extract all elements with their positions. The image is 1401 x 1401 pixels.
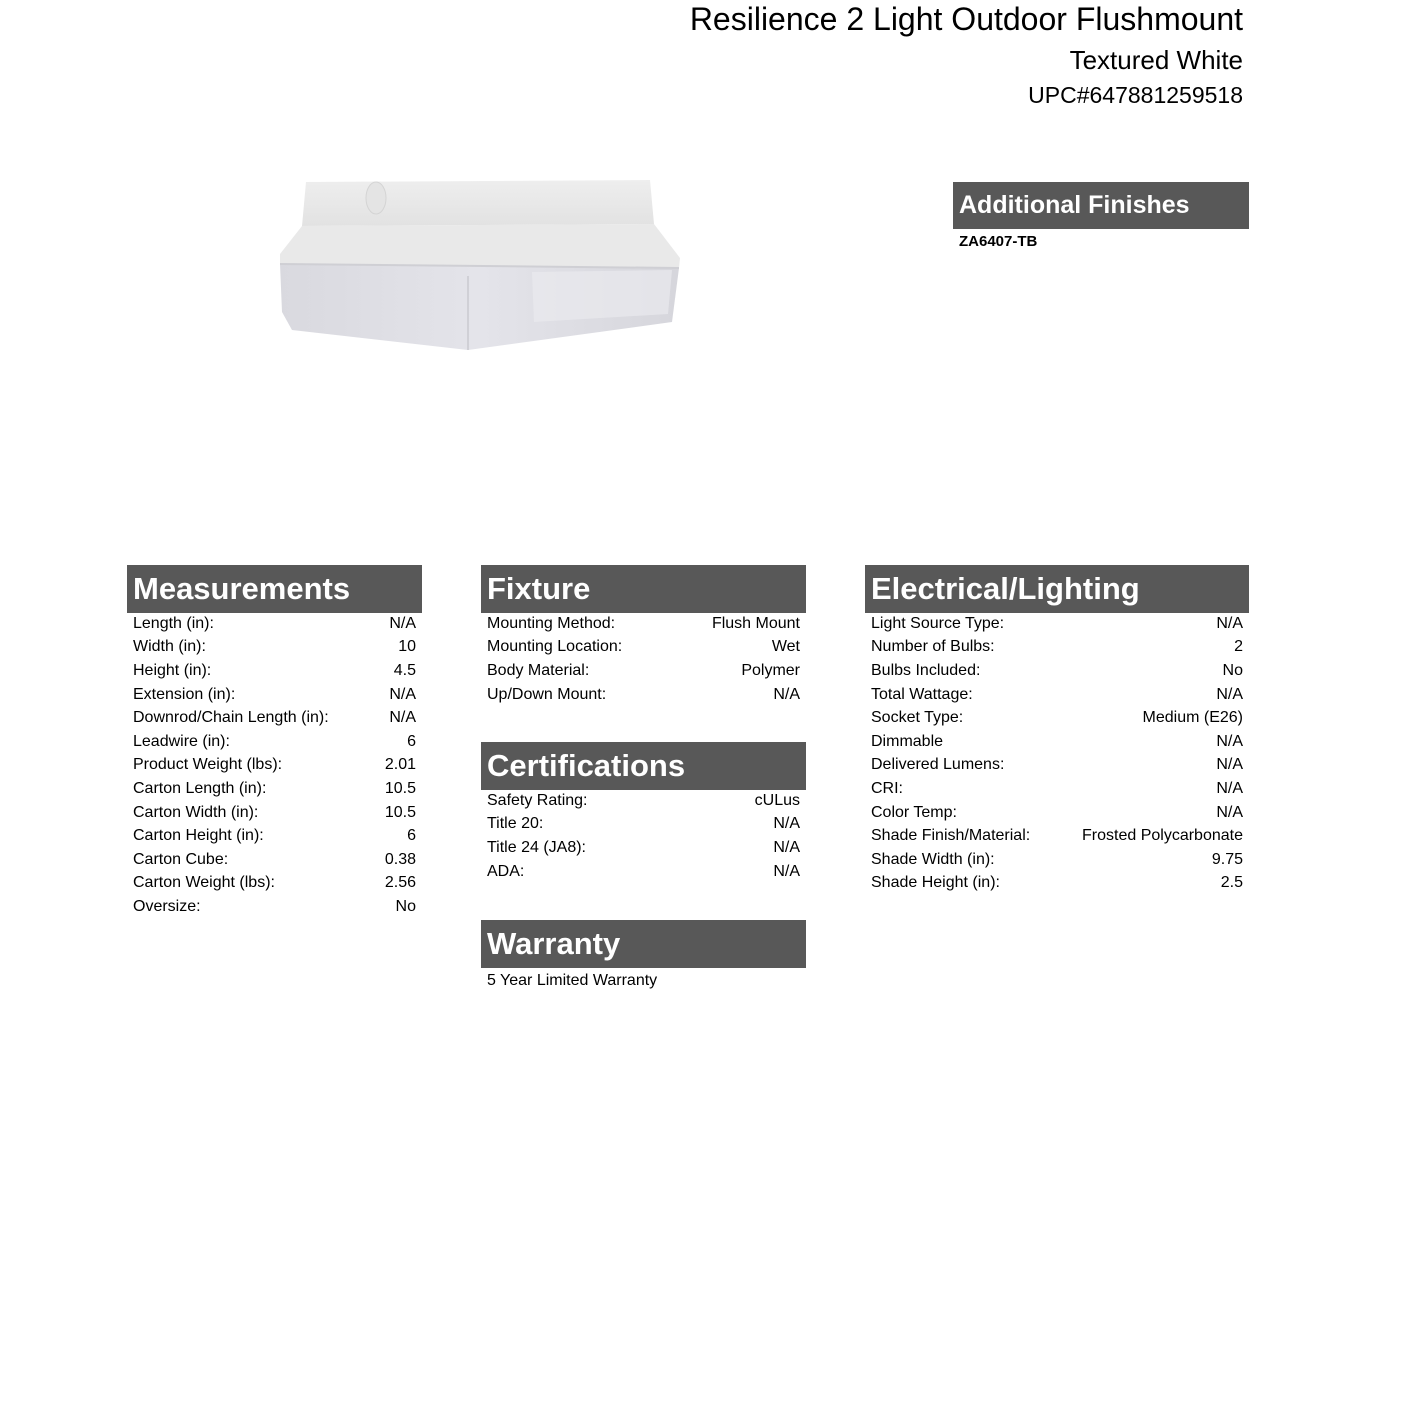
spec-row	[481, 813, 806, 837]
spec-row	[865, 801, 1249, 825]
spec-value: 2.5	[1220, 874, 1243, 892]
spec-label: Shade Finish/Material:	[871, 827, 1031, 845]
finish-code[interactable]: ZA6407-TB	[959, 233, 1038, 250]
electrical-header: Electrical/Lighting	[865, 565, 1249, 613]
spec-label: Oversize:	[133, 897, 201, 915]
spec-value: N/A	[1216, 756, 1243, 774]
spec-label: Socket Type:	[871, 709, 964, 727]
spec-value: No	[1222, 661, 1243, 679]
spec-value: cULus	[754, 791, 800, 809]
spec-row	[127, 636, 422, 660]
spec-row	[481, 612, 806, 636]
spec-row	[127, 777, 422, 801]
warranty-header: Warranty	[481, 920, 806, 968]
electrical-list	[865, 612, 1249, 895]
spec-row	[127, 872, 422, 896]
spec-label: Downrod/Chain Length (in):	[133, 709, 329, 727]
spec-row	[481, 683, 806, 707]
spec-row	[865, 872, 1249, 896]
spec-row	[127, 754, 422, 778]
spec-value: N/A	[1216, 779, 1243, 797]
fixture-list	[481, 612, 806, 706]
spec-value: 10	[398, 638, 416, 656]
spec-value: N/A	[773, 815, 800, 833]
spec-row	[127, 848, 422, 872]
spec-label: Product Weight (lbs):	[133, 756, 283, 774]
spec-label: Dimmable	[871, 732, 944, 750]
spec-row	[127, 801, 422, 825]
spec-label: Extension (in):	[133, 685, 236, 703]
spec-row	[865, 636, 1249, 660]
spec-value: N/A	[389, 709, 416, 727]
spec-value: 9.75	[1211, 850, 1243, 868]
spec-row	[865, 848, 1249, 872]
spec-row	[865, 754, 1249, 778]
spec-value: N/A	[773, 838, 800, 856]
spec-label: Title 24 (JA8):	[487, 838, 586, 856]
spec-label: Width (in):	[133, 638, 206, 656]
spec-label: Safety Rating:	[487, 791, 588, 809]
spec-row	[127, 730, 422, 754]
spec-value: Medium (E26)	[1142, 709, 1243, 727]
spec-label: ADA:	[487, 862, 525, 880]
spec-value: 6	[407, 732, 416, 750]
spec-label: Leadwire (in):	[133, 732, 230, 750]
spec-value: 10.5	[384, 779, 416, 797]
page-title: Resilience 2 Light Outdoor Flushmount	[689, 1, 1243, 37]
spec-label: Up/Down Mount:	[487, 685, 607, 703]
spec-row	[127, 683, 422, 707]
spec-label: Mounting Location:	[487, 638, 623, 656]
spec-label: Title 20:	[487, 815, 544, 833]
spec-value: 2	[1234, 638, 1243, 656]
spec-label: Body Material:	[487, 661, 590, 679]
fixture-header: Fixture	[481, 565, 806, 613]
spec-value: N/A	[389, 685, 416, 703]
spec-value: N/A	[1216, 614, 1243, 632]
spec-row	[865, 659, 1249, 683]
spec-row	[481, 789, 806, 813]
spec-label: Delivered Lumens:	[871, 756, 1005, 774]
spec-row	[865, 612, 1249, 636]
spec-label: Number of Bulbs:	[871, 638, 995, 656]
spec-label: Total Wattage:	[871, 685, 973, 703]
spec-label: Color Temp:	[871, 803, 957, 821]
finish-subtitle: Textured White	[1069, 45, 1243, 75]
upc-code: UPC#647881259518	[1028, 82, 1243, 108]
spec-row	[127, 895, 422, 919]
spec-label: Mounting Method:	[487, 614, 616, 632]
spec-row	[481, 836, 806, 860]
spec-label: Shade Height (in):	[871, 874, 1000, 892]
spec-row	[127, 706, 422, 730]
spec-label: Shade Width (in):	[871, 850, 995, 868]
spec-label: Length (in):	[133, 614, 214, 632]
spec-value: Frosted Polycarbonate	[1082, 827, 1243, 845]
spec-row	[865, 777, 1249, 801]
spec-label: Carton Cube:	[133, 850, 229, 868]
spec-value: 2.56	[384, 874, 416, 892]
spec-value: Wet	[771, 638, 800, 656]
spec-value: 10.5	[384, 803, 416, 821]
spec-value: N/A	[1216, 732, 1243, 750]
spec-value: N/A	[773, 685, 800, 703]
spec-value: Flush Mount	[711, 614, 800, 632]
spec-label: Bulbs Included:	[871, 661, 981, 679]
spec-value: No	[395, 897, 416, 915]
spec-row	[865, 683, 1249, 707]
spec-label: CRI:	[871, 779, 903, 797]
spec-row	[127, 612, 422, 636]
spec-label: Carton Length (in):	[133, 779, 267, 797]
spec-row	[865, 824, 1249, 848]
spec-value: N/A	[389, 614, 416, 632]
spec-value: N/A	[773, 862, 800, 880]
spec-row	[127, 824, 422, 848]
spec-row	[865, 730, 1249, 754]
measurements-list	[127, 612, 422, 919]
spec-value: Polymer	[741, 661, 800, 679]
spec-value: 4.5	[393, 661, 416, 679]
spec-row	[127, 659, 422, 683]
spec-value: N/A	[1216, 685, 1243, 703]
spec-row	[481, 860, 806, 884]
additional-finishes-header: Additional Finishes	[953, 182, 1249, 229]
warranty-text: 5 Year Limited Warranty	[487, 972, 658, 989]
spec-row	[481, 659, 806, 683]
spec-row	[865, 706, 1249, 730]
spec-label: Carton Height (in):	[133, 827, 264, 845]
spec-value: 2.01	[384, 756, 416, 774]
spec-label: Height (in):	[133, 661, 212, 679]
spec-value: 0.38	[384, 850, 416, 868]
spec-value: 6	[407, 827, 416, 845]
spec-label: Carton Width (in):	[133, 803, 259, 821]
certifications-header: Certifications	[481, 742, 806, 790]
spec-label: Light Source Type:	[871, 614, 1005, 632]
product-image	[272, 172, 688, 360]
measurements-header: Measurements	[127, 565, 422, 613]
spec-value: N/A	[1216, 803, 1243, 821]
spec-row	[481, 636, 806, 660]
spec-label: Carton Weight (lbs):	[133, 874, 275, 892]
certifications-list	[481, 789, 806, 883]
